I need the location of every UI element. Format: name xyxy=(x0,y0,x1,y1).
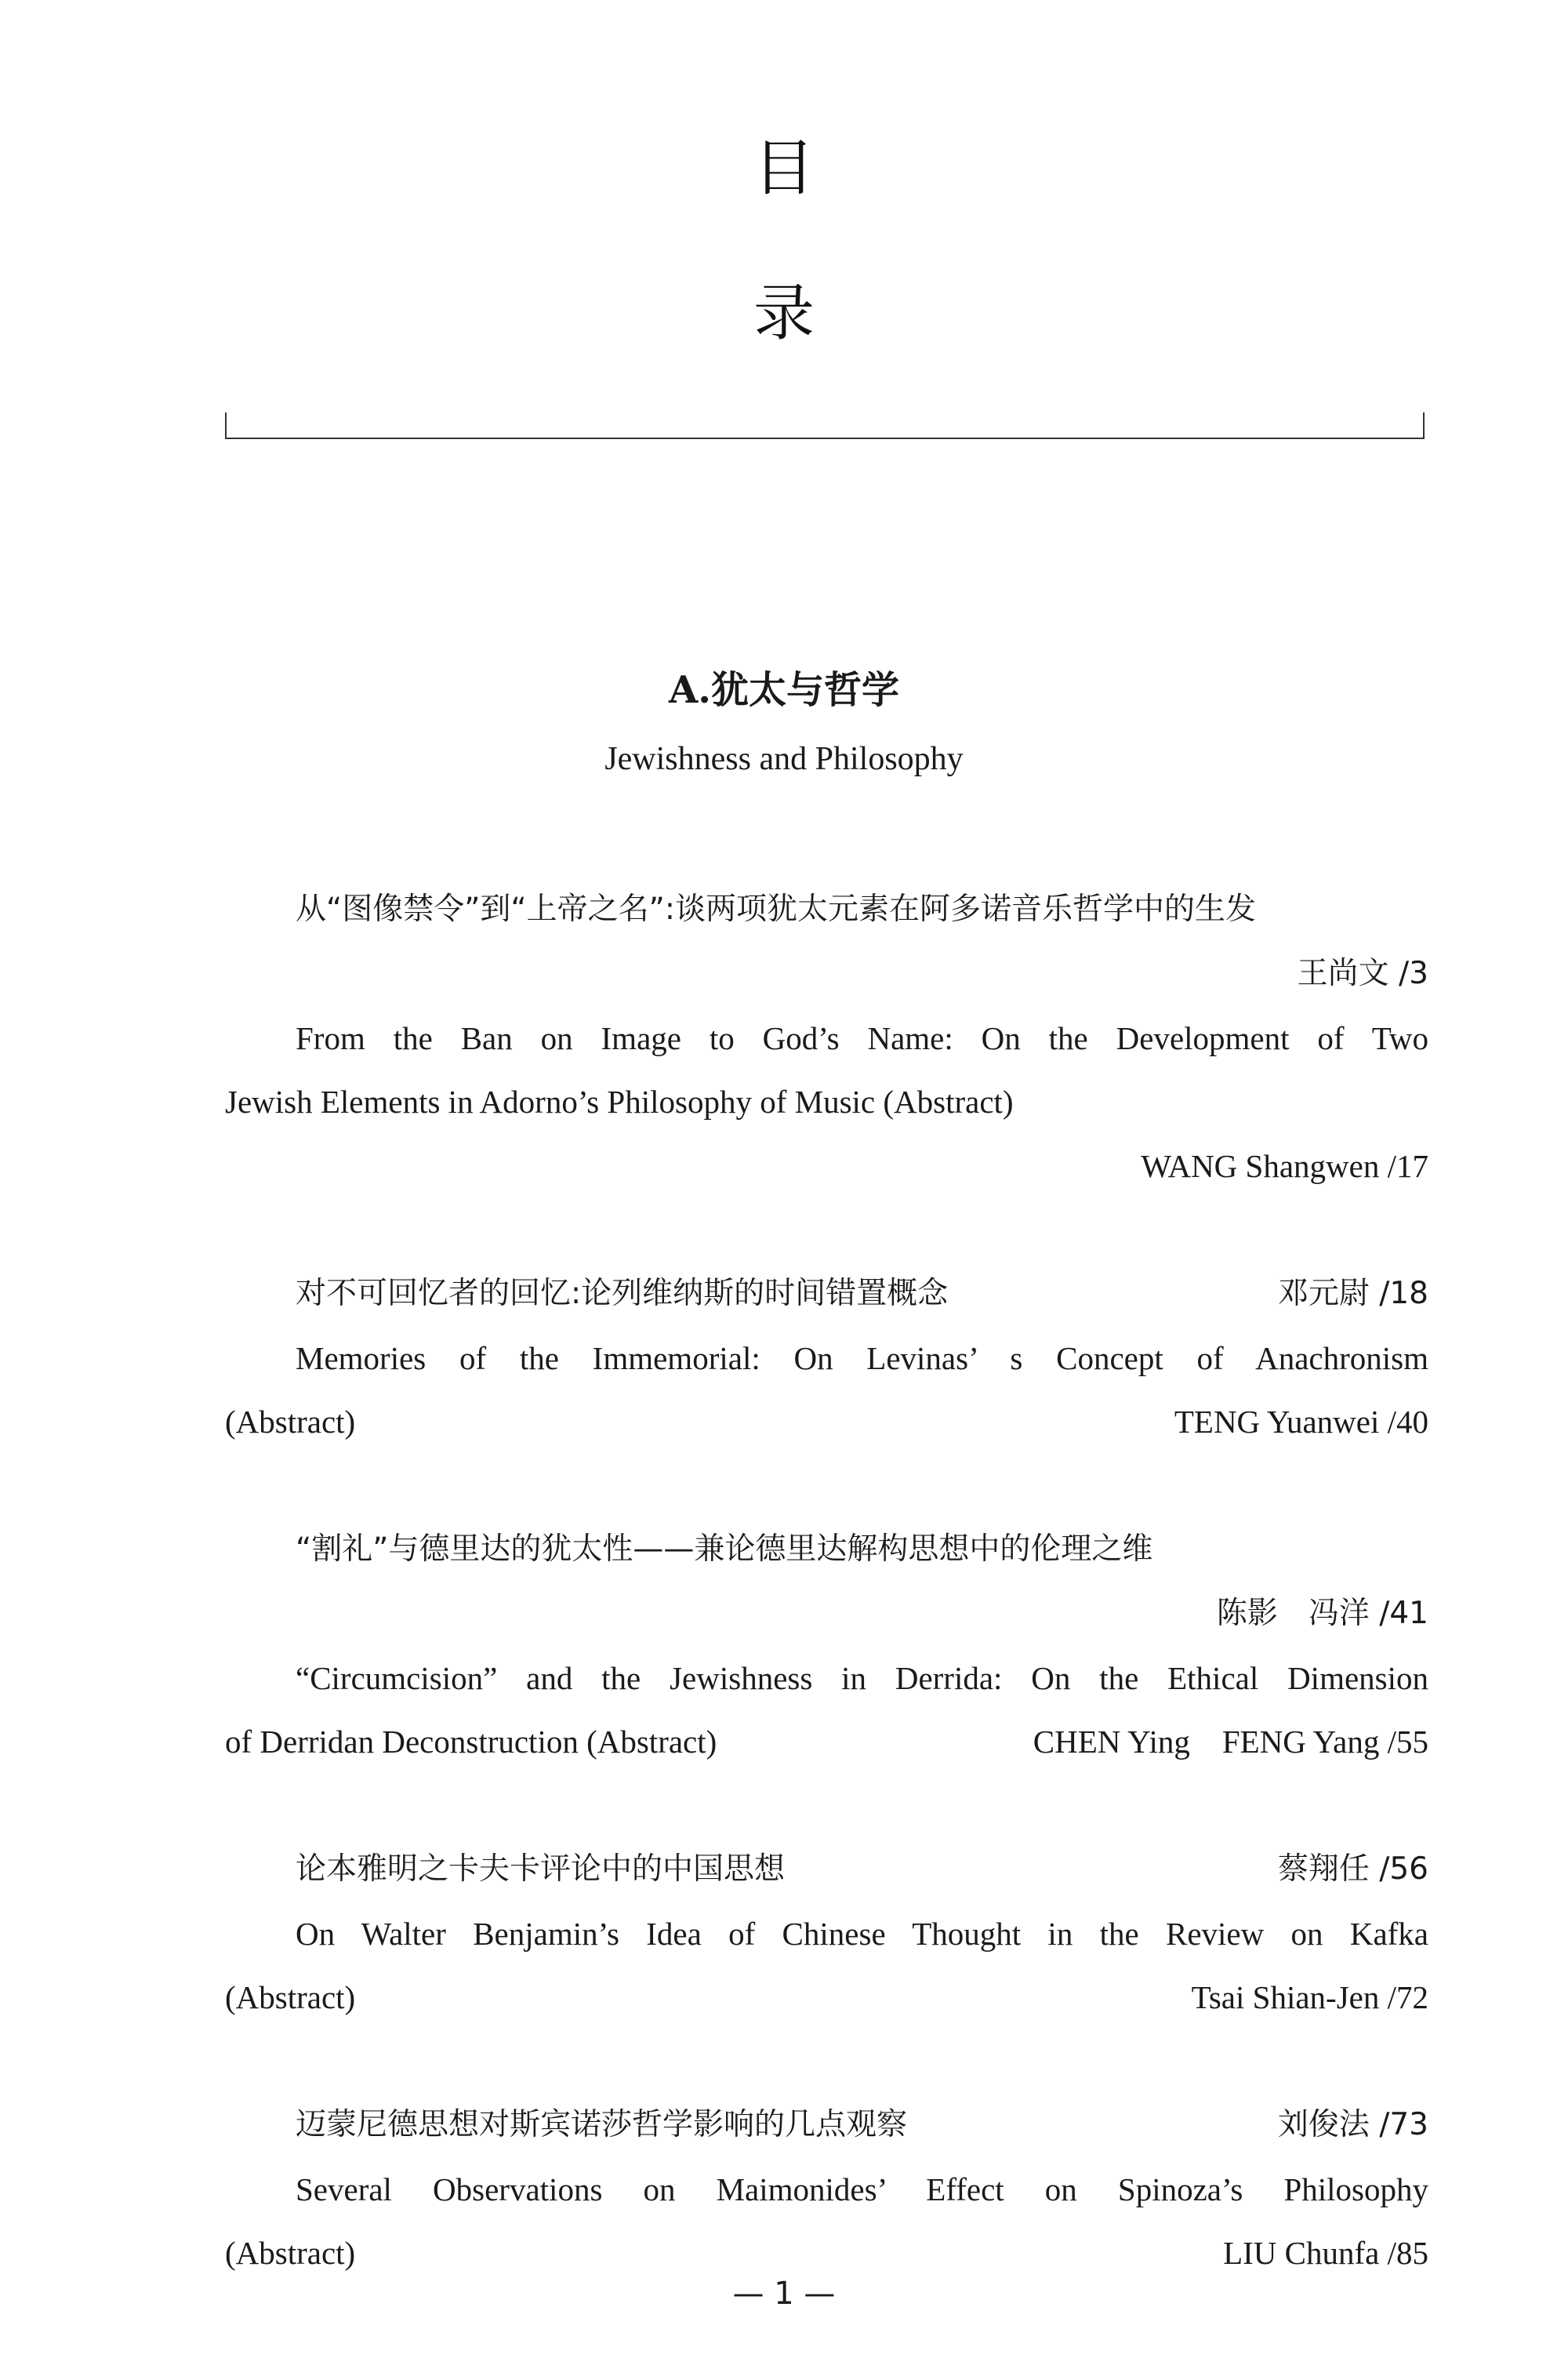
section-title: A.犹太与哲学 xyxy=(669,668,899,712)
entry-4-en-line-2: (Abstract) xyxy=(225,1979,356,2015)
entry-4-en-line-1: On Walter Benjamin’s Idea of Chinese Thought in the Review on Kafka xyxy=(296,1916,1428,1952)
entry-2-en-line-1: Memories of the Immemorial: On Levinas’ s Concept of Anachronism xyxy=(296,1340,1428,1376)
entry-1-en-author-page: WANG Shangwen /17 xyxy=(1141,1148,1428,1184)
entry-3-zh-title: “割礼”与德里达的犹太性——兼论德里达解构思想中的伦理之维 xyxy=(296,1531,1153,1567)
entry-1-zh-title: 从“图像禁令”到“上帝之名”:谈两项犹太元素在阿多诺音乐哲学中的生发 xyxy=(296,892,1256,927)
page-number: — 1 — xyxy=(732,2276,836,2312)
section-subtitle: Jewishness and Philosophy xyxy=(604,741,964,777)
entry-3-en-author-page: CHEN Ying FENG Yang /55 xyxy=(1033,1724,1428,1760)
toc-heading-char-2: 录 xyxy=(753,278,815,349)
entry-3-en-row-2 xyxy=(225,1718,1428,1765)
entry-4-en-author-page: Tsai Shian-Jen /72 xyxy=(1191,1979,1428,2015)
entry-4-zh-title: 论本雅明之卡夫卡评论中的中国思想 xyxy=(296,1851,786,1887)
entry-5-en-row-2 xyxy=(225,2229,1428,2276)
entry-2-en-author-page: TENG Yuanwei /40 xyxy=(1174,1404,1428,1440)
entry-4-zh-author-page: 蔡翔任 /56 xyxy=(1277,1851,1428,1887)
entry-1-en-line-2: Jewish Elements in Adorno’s Philosophy of Music (Abstract) xyxy=(225,1084,1014,1120)
entry-3-zh-author-page: 陈影 冯洋 /41 xyxy=(1216,1596,1428,1631)
entry-4-en-row-2 xyxy=(225,1974,1428,2021)
entry-1-en-line-1: From the Ban on Image to God’s Name: On the Development of Two xyxy=(296,1020,1428,1056)
entry-2-en-line-2: (Abstract) xyxy=(225,1404,356,1440)
entry-2-zh-row xyxy=(225,1270,1428,1317)
entry-2-zh-title: 对不可回忆者的回忆:论列维纳斯的时间错置概念 xyxy=(296,1276,949,1311)
entry-5-en-author-page: LIU Chunfa /85 xyxy=(1223,2235,1428,2271)
entry-5-zh-title: 迈蒙尼德思想对斯宾诺莎哲学影响的几点观察 xyxy=(296,2107,908,2142)
heading-divider xyxy=(225,412,1425,439)
entry-2-zh-author-page: 邓元尉 /18 xyxy=(1277,1276,1428,1311)
entry-5-zh-author-page: 刘俊法 /73 xyxy=(1277,2107,1428,2142)
entry-2-en-row-2 xyxy=(225,1398,1428,1445)
toc-heading-char-1: 目 xyxy=(753,133,815,204)
entry-5-en-line-2: (Abstract) xyxy=(225,2235,356,2271)
entry-4-zh-row xyxy=(225,1846,1428,1893)
entry-5-en-line-1: Several Observations on Maimonides’ Effect on Spinoza’s Philosophy xyxy=(296,2171,1428,2207)
entry-5-zh-row xyxy=(225,2102,1428,2149)
entry-3-en-line-1: “Circumcision” and the Jewishness in Derrida: On the Ethical Dimension xyxy=(296,1660,1428,1696)
entry-3-en-line-2: of Derridan Deconstruction (Abstract) xyxy=(225,1724,717,1760)
entry-1-zh-author-page: 王尚文 /3 xyxy=(1297,956,1428,991)
